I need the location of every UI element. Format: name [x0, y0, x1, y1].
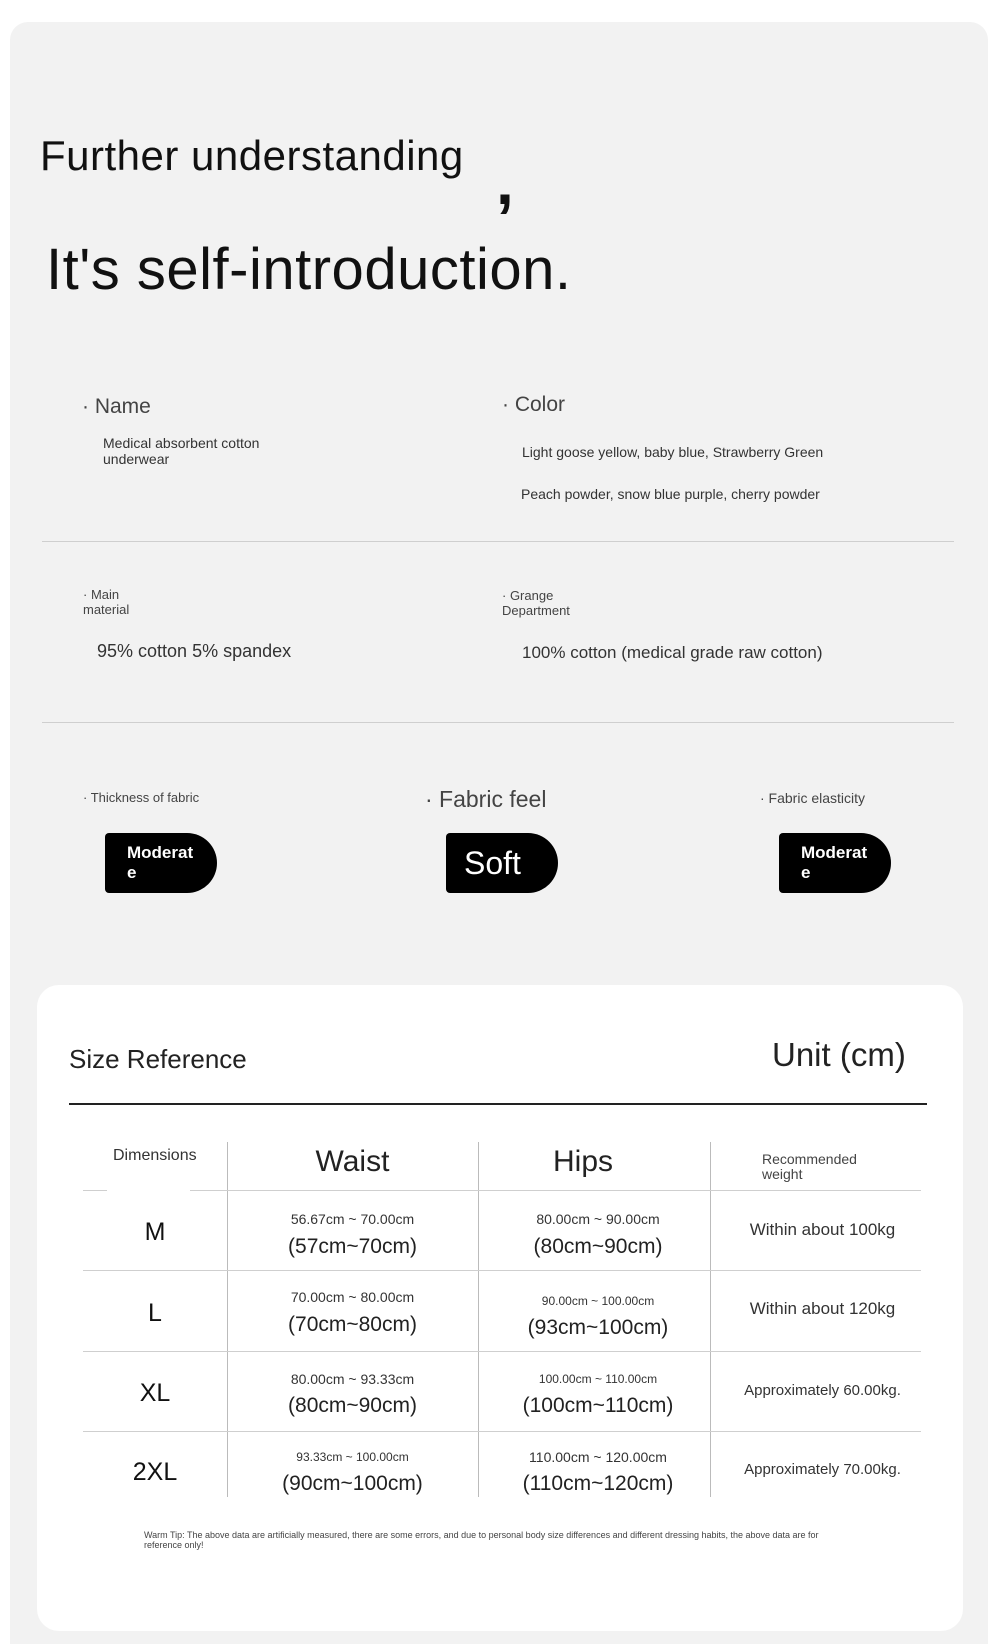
size-label: XL [139, 1379, 171, 1407]
recommended-weight: Within about 120kg [749, 1299, 896, 1318]
grange-value: 100% cotton (medical grade raw cotton) [522, 643, 823, 662]
waist-cm: 80.00cm ~ 93.33cm [290, 1371, 415, 1387]
card-divider [69, 1103, 927, 1105]
waist-range: (57cm~70cm) [288, 1235, 417, 1258]
thickness-label: · Thickness of fabric [83, 790, 200, 805]
table-row-divider [83, 1190, 107, 1191]
table-row-divider [190, 1190, 921, 1191]
name-label: · Name [82, 395, 151, 418]
hips-range: (110cm~120cm) [522, 1472, 674, 1495]
size-label: L [148, 1299, 162, 1327]
heading-line-2: It's self-introduction. [46, 237, 572, 302]
waist-range: (90cm~100cm) [282, 1472, 423, 1495]
grange-label: · Grange Department [502, 588, 570, 618]
header-dimensions: Dimensions [113, 1147, 197, 1164]
thickness-value: Moderate [127, 843, 194, 882]
elasticity-value: Moderate [801, 843, 868, 882]
size-label: 2XL [132, 1458, 178, 1486]
feel-value: Soft [464, 844, 521, 881]
feel-label: · Fabric feel [425, 786, 547, 812]
elasticity-badge [779, 833, 891, 893]
hips-range: (80cm~90cm) [533, 1235, 663, 1258]
hips-range: (93cm~100cm) [527, 1316, 669, 1339]
hips-cm: 110.00cm ~ 120.00cm [529, 1449, 667, 1465]
color-label: · Color [502, 393, 566, 416]
waist-cm: 93.33cm ~ 100.00cm [296, 1450, 409, 1464]
elasticity-label: · Fabric elasticity [760, 790, 866, 806]
waist-range: (80cm~90cm) [288, 1394, 417, 1417]
waist-cm: 56.67cm ~ 70.00cm [290, 1211, 415, 1227]
waist-range: (70cm~80cm) [288, 1313, 417, 1336]
color-value-2: Peach powder, snow blue purple, cherry powder [521, 486, 820, 502]
hips-cm: 100.00cm ~ 110.00cm [538, 1372, 658, 1386]
hips-cm: 80.00cm ~ 90.00cm [536, 1211, 660, 1227]
feel-badge [446, 833, 558, 893]
warm-tip: Warm Tip: The above data are artificially measured, there are some errors, and due to personal body size differences and different dressing habits, the above data are for reference only! [144, 1530, 819, 1550]
divider [42, 541, 954, 542]
table-row-divider [83, 1270, 921, 1271]
divider [42, 722, 954, 723]
heading-comma: , [496, 146, 514, 218]
waist-cm: 70.00cm ~ 80.00cm [290, 1289, 415, 1305]
hips-range: (100cm~110cm) [522, 1394, 674, 1417]
table-row-divider [83, 1351, 921, 1352]
main-material-value: 95% cotton 5% spandex [97, 641, 292, 661]
header-hips: Hips [552, 1145, 613, 1178]
recommended-weight: Within about 100kg [749, 1220, 896, 1239]
table-row-divider [83, 1431, 921, 1432]
header-waist: Waist [315, 1145, 390, 1178]
size-reference-title: Size Reference [69, 1044, 247, 1074]
name-value: Medical absorbent cotton underwear [103, 435, 260, 467]
thickness-badge [105, 833, 217, 893]
recommended-weight: Approximately 70.00kg. [744, 1461, 901, 1478]
main-material-label: · Main material [83, 587, 130, 617]
header-weight: Recommended weight [762, 1151, 857, 1182]
recommended-weight: Approximately 60.00kg. [744, 1382, 901, 1399]
unit-label: Unit (cm) [772, 1036, 906, 1073]
color-value-1: Light goose yellow, baby blue, Strawberry Green [522, 444, 824, 460]
size-label: M [144, 1218, 166, 1246]
hips-cm: 90.00cm ~ 100.00cm [541, 1294, 655, 1308]
heading-line-1: Further understanding [40, 132, 464, 179]
